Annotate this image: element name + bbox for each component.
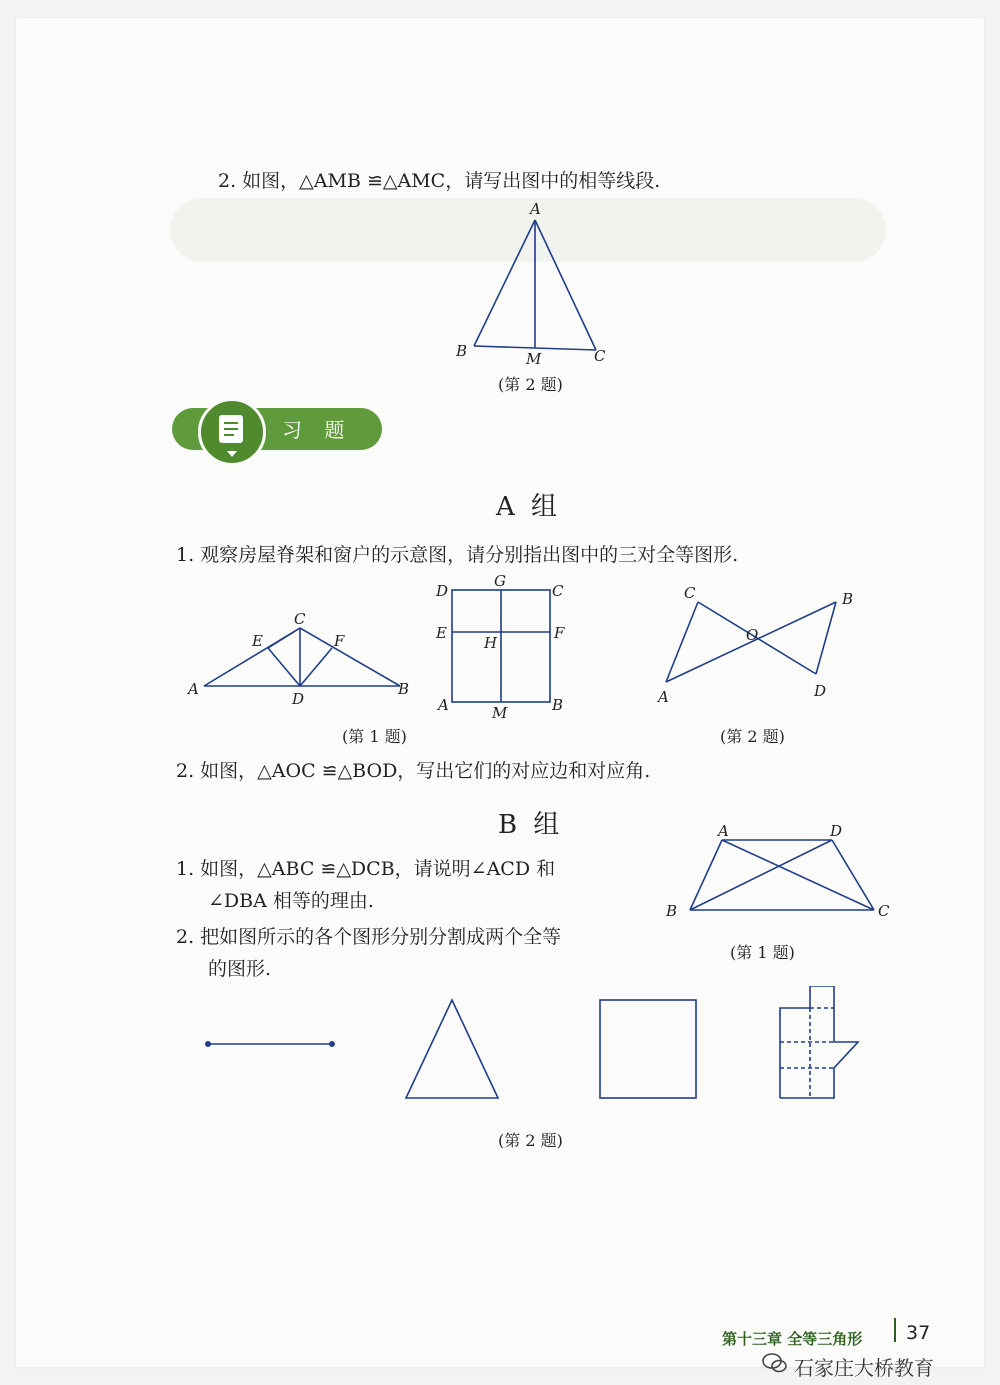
chapter-footer: 第十三章 全等三角形 xyxy=(722,1330,863,1348)
label-a: A xyxy=(658,688,669,706)
footer-divider xyxy=(894,1318,896,1342)
triangle-shape xyxy=(406,1000,498,1098)
notepad-icon xyxy=(198,398,266,466)
exercise-badge-label: 习 题 xyxy=(282,418,353,442)
label-c: C xyxy=(878,902,890,920)
watermark-text: 石家庄大桥教育 xyxy=(794,1356,934,1380)
label-c: C xyxy=(552,582,564,600)
label-b: B xyxy=(666,902,678,920)
group-a-figure-1-caption: (第 1 题) xyxy=(342,727,407,746)
group-a-figure-2-caption: (第 2 题) xyxy=(720,727,785,746)
figure-shapes-to-divide xyxy=(190,986,880,1106)
label-h: H xyxy=(484,634,498,652)
figure-abc-dcb xyxy=(660,818,900,928)
figure-roof-frame xyxy=(180,604,420,708)
group-b-question-2-line-1: 2. 把如图所示的各个图形分别分割成两个全等 xyxy=(176,926,562,948)
label-a: A xyxy=(530,200,541,218)
group-a-question-2: 2. 如图，△AOC ≌△BOD，写出它们的对应边和对应角. xyxy=(176,760,651,782)
label-b: B xyxy=(456,342,468,360)
label-a: A xyxy=(188,680,199,698)
question-top-2: 2. 如图，△AMB ≌△AMC，请写出图中的相等线段. xyxy=(218,170,661,192)
label-c: C xyxy=(594,347,606,365)
figure-triangle-amb-amc xyxy=(440,198,630,378)
composite-shape xyxy=(780,986,858,1098)
label-f: F xyxy=(554,624,565,642)
label-o: O xyxy=(746,626,759,644)
group-b-question-1-line-2: ∠DBA 相等的理由. xyxy=(208,890,374,912)
figure-caption-top: (第 2 题) xyxy=(498,375,563,394)
group-b-heading: B 组 xyxy=(498,810,564,840)
segment-ab xyxy=(474,220,535,346)
figure-bowtie-aoc-bod xyxy=(650,582,870,712)
label-b: B xyxy=(552,696,564,714)
label-m: M xyxy=(492,704,508,720)
group-a-question-1: 1. 观察房屋脊架和窗户的示意图，请分别指出图中的三对全等图形. xyxy=(176,544,739,566)
group-b-figure-1-caption: (第 1 题) xyxy=(730,943,795,962)
label-d: D xyxy=(830,822,843,840)
group-b-question-1-line-1: 1. 如图，△ABC ≌△DCB，请说明∠ACD 和 xyxy=(176,858,556,880)
group-a-heading: A 组 xyxy=(496,492,562,522)
label-a: A xyxy=(718,822,729,840)
label-f: F xyxy=(334,632,345,650)
square-shape xyxy=(600,1000,696,1098)
label-d: D xyxy=(814,682,827,700)
label-a: A xyxy=(438,696,449,714)
label-g: G xyxy=(494,572,506,590)
label-e: E xyxy=(252,632,263,650)
segment-endpoint xyxy=(205,1041,211,1047)
group-b-question-2-line-2: 的图形. xyxy=(208,958,272,980)
label-b: B xyxy=(398,680,410,698)
label-d: D xyxy=(436,582,449,600)
label-d: D xyxy=(292,690,305,708)
label-b: B xyxy=(842,590,854,608)
label-c: C xyxy=(684,584,696,602)
segment-ac xyxy=(535,220,596,350)
segment-endpoint xyxy=(329,1041,335,1047)
label-c: C xyxy=(294,610,306,628)
page-number: 37 xyxy=(906,1322,931,1344)
figure-window xyxy=(432,570,572,720)
label-e: E xyxy=(436,624,447,642)
group-b-figure-2-caption: (第 2 题) xyxy=(498,1131,563,1150)
label-m: M xyxy=(526,350,542,368)
wechat-icon xyxy=(762,1352,788,1374)
